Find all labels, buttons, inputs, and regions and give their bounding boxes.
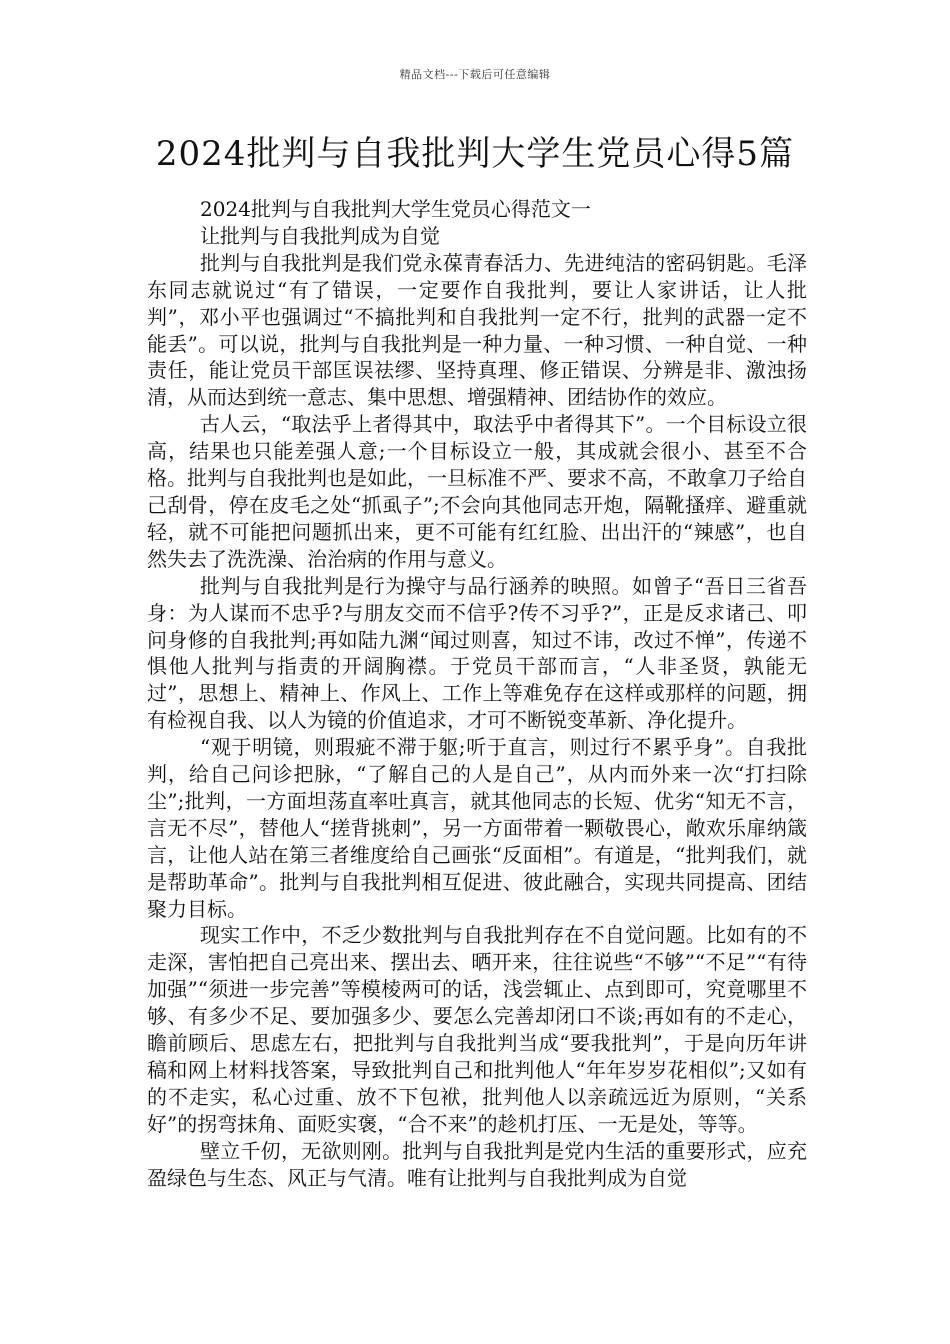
document-body (147, 196, 807, 1192)
paragraph: 现实工作中，不乏少数批判与自我批判存在不自觉问题。比如有的不走深，害怕把自己亮出来、摆出去、晒开来，往往说些“不够”“不足”“有待加强”“须进一步完善”等模棱两可的话，浅尝辄止、点到即可，究竟哪里不够、有多少不足、要加强多少、要怎么完善却闭口不谈;再如有的不走心，瞻前顾后、思虑左右，把批判与自我批判当成“要我批判”，于是向历年讲稿和网上材料找答案，导致批判自己和批判他人“年年岁岁花相似”;又如有的不走实，私心过重、放不下包袱，批判他人以亲疏远近为原则，“关系好”的拐弯抹角、面贬实褒，“合不来”的趁机打压、一无是处，等等。 (147, 923, 807, 1136)
document-title: 2024批判与自我批判大学生党员心得5篇 (155, 134, 795, 174)
paragraph: 古人云，“取法乎上者得其中，取法乎中者得其下”。一个目标设立很高，结果也只能差强人意;一个目标设立一般，其成就会很小、甚至不合格。批判与自我批判也是如此，一旦标准不严、要求不高，不敢拿刀子给自己刮骨，停在皮毛之处“抓虱子”;不会向其他同志开炮，隔靴搔痒、避重就轻，就不可能把问题抓出来，更不可能有红红脸、出出汗的“辣感”，也自然失去了洗洗澡、治治病的作用与意义。 (147, 412, 807, 571)
header-note: 精品文档---下载后可任意编辑 (399, 68, 551, 81)
paragraph: 批判与自我批判是我们党永葆青春活力、先进纯洁的密码钥匙。毛泽东同志就说过“有了错误，一定要作自我批判，要让人家讲话，让人批判”，邓小平也强调过“不搞批判和自我批判一定不行，批判的武器一定不能丢”。可以说，批判与自我批判是一种力量、一种习惯、一种自觉、一种责任，能让党员干部匡误祛缪、坚持真理、修正错误、分辨是非、激浊扬清，从而达到统一意志、集中思想、增强精神、团结协作的效应。 (147, 250, 807, 410)
section-title: 2024批判与自我批判大学生党员心得范文一 (200, 197, 591, 221)
article-title: 让批判与自我批判成为自觉 (200, 223, 440, 248)
paragraph: “观于明镜，则瑕疵不滞于躯;听于直言，则过行不累乎身”。自我批判，给自己问诊把脉，“了解自己的人是自己”，从内而外来一次“打扫除尘”;批判，一方面坦荡直率吐真言，就其他同志的长短、优劣“知无不言，言无不尽”，替他人“搓背挑刺”，另一方面带着一颗敬畏心，敞欢乐扉纳箴言，让他人站在第三者维度给自己画张“反面相”。有道是，“批判我们，就是帮助革命”。批判与自我批判相互促进、彼此融合，实现共同提高、团结聚力目标。 (147, 735, 807, 921)
paragraph: 壁立千仞，无欲则刚。批判与自我批判是党内生活的重要形式，应充盈绿色与生态、风正与气清。唯有让批判与自我批判成为自觉 (147, 1138, 807, 1190)
paragraph: 批判与自我批判是行为操守与品行涵养的映照。如曾子“吾日三省吾身：为人谋而不忠乎?与朋友交而不信乎?传不习乎?”，正是反求诸己、叩问身修的自我批判;再如陆九渊“闻过则喜，知过不讳，改过不惮”，传递不惧他人批判与指责的开阔胸襟。于党员干部而言，“人非圣贤，孰能无过”，思想上、精神上、作风上、工作上等难免存在这样或那样的问题，拥有检视自我、以人为镜的价值追求，才可不断锐变革新、净化提升。 (147, 573, 807, 733)
